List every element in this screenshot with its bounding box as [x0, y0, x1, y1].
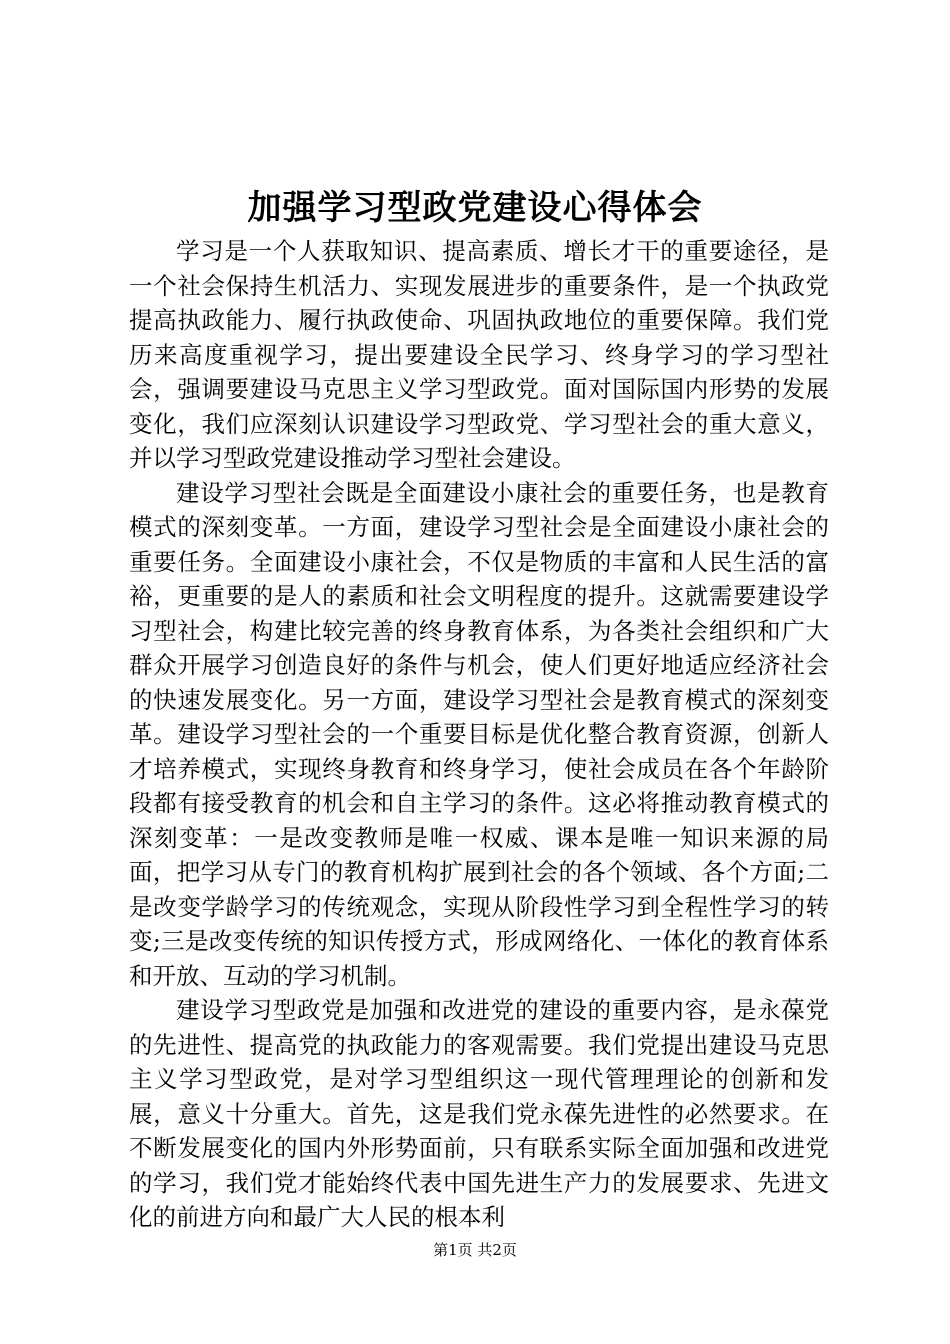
- document-title: 加强学习型政党建设心得体会: [247, 188, 703, 228]
- document-body: [129, 234, 829, 1235]
- body-paragraph: 建设学习型政党是加强和改进党的建设的重要内容，是永葆党的先进性、提高党的执政能力的客观需要。我们党提出建设马克思主义学习型政党，是对学习型组织这一现代管理理论的创新和发展，意义十分重大。首先，这是我们党永葆先进性的必然要求。在不断发展变化的国内外形势面前，只有联系实际全面加强和改进党的学习，我们党才能始终代表中国先进生产力的发展要求、先进文化的前进方向和最广大人民的根本利: [129, 996, 829, 1231]
- page-footer: 第1页 共2页: [433, 1241, 517, 1259]
- body-paragraph: 建设学习型社会既是全面建设小康社会的重要任务，也是教育模式的深刻变革。一方面，建设学习型社会是全面建设小康社会的重要任务。全面建设小康社会，不仅是物质的丰富和人民生活的富裕，更重要的是人的素质和社会文明程度的提升。这就需要建设学习型社会，构建比较完善的终身教育体系，为各类社会组织和广大群众开展学习创造良好的条件与机会，使人们更好地适应经济社会的快速发展变化。另一方面，建设学习型社会是教育模式的深刻变革。建设学习型社会的一个重要目标是优化整合教育资源，创新人才培养模式，实现终身教育和终身学习，使社会成员在各个年龄阶段都有接受教育的机会和自主学习的条件。这必将推动教育模式的深刻变革：一是改变教师是唯一权威、课本是唯一知识来源的局面，把学习从专门的教育机构扩展到社会的各个领域、各个方面;二是改变学龄学习的传统观念，实现从阶段性学习到全程性学习的转变;三是改变传统的知识传授方式，形成网络化、一体化的教育体系和开放、互动的学习机制。: [129, 478, 829, 990]
- body-paragraph: 学习是一个人获取知识、提高素质、增长才干的重要途径，是一个社会保持生机活力、实现发展进步的重要条件，是一个执政党提高执政能力、履行执政使命、巩固执政地位的重要保障。我们党历来高度重视学习，提出要建设全民学习、终身学习的学习型社会，强调要建设马克思主义学习型政党。面对国际国内形势的发展变化，我们应深刻认识建设学习型政党、学习型社会的重大意义，并以学习型政党建设推动学习型社会建设。: [129, 237, 829, 472]
